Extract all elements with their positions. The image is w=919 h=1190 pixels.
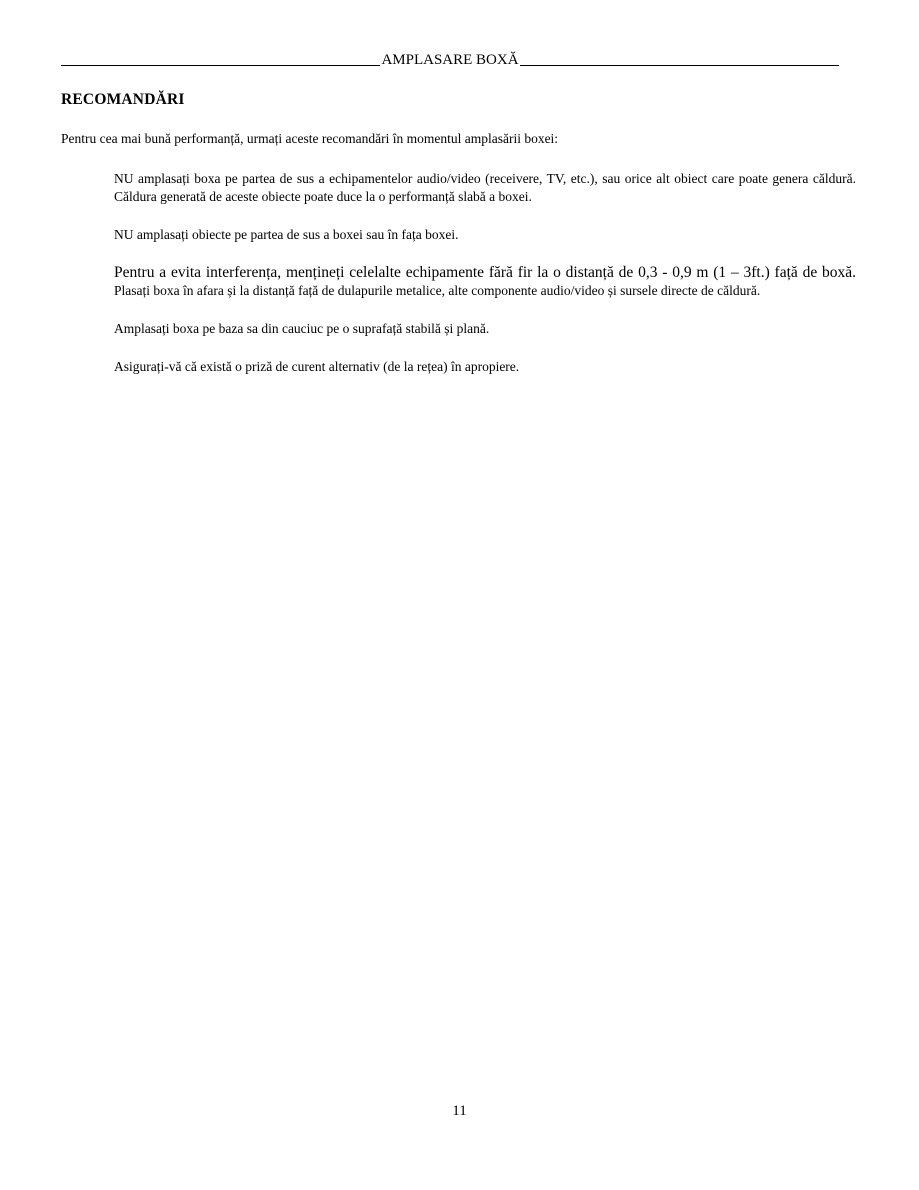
recommendation-item: Pentru a evita interferența, mențineți celelalte echipamente fără fir la o distanță de 0,3 - 0,9 m (1 – 3ft.) față de boxă. Plasați boxa în afara și la distanță față de dulapurile metalice, alte componente audio/video și sursele directe de căldură. (114, 264, 856, 298)
running-header (61, 45, 839, 69)
intro-paragraph: Pentru cea mai bună performanță, urmați aceste recomandări în momentul amplasării boxei: (61, 131, 559, 146)
recommendations-list (114, 170, 856, 396)
header-rule-right (520, 65, 839, 66)
section-title: RECOMANDĂRI (61, 91, 185, 108)
recommendation-item: NU amplasați obiecte pe partea de sus a boxei sau în fața boxei. (114, 227, 459, 242)
recommendation-item: NU amplasați boxa pe partea de sus a echipamentelor audio/video (receivere, TV, etc.), sau orice alt obiect care poate genera căldură. Căldura generată de aceste obiecte poate duce la o performanță slabă a boxei. (114, 171, 856, 204)
recommendation-item: Asigurați-vă că există o priză de curent alternativ (de la rețea) în apropiere. (114, 359, 520, 374)
page-number: 11 (452, 1103, 467, 1119)
header-rule-left (61, 65, 380, 66)
recommendation-item: Amplasați boxa pe baza sa din cauciuc pe o suprafață stabilă și plană. (114, 321, 490, 336)
header-title: AMPLASARE BOXĂ (381, 52, 519, 68)
